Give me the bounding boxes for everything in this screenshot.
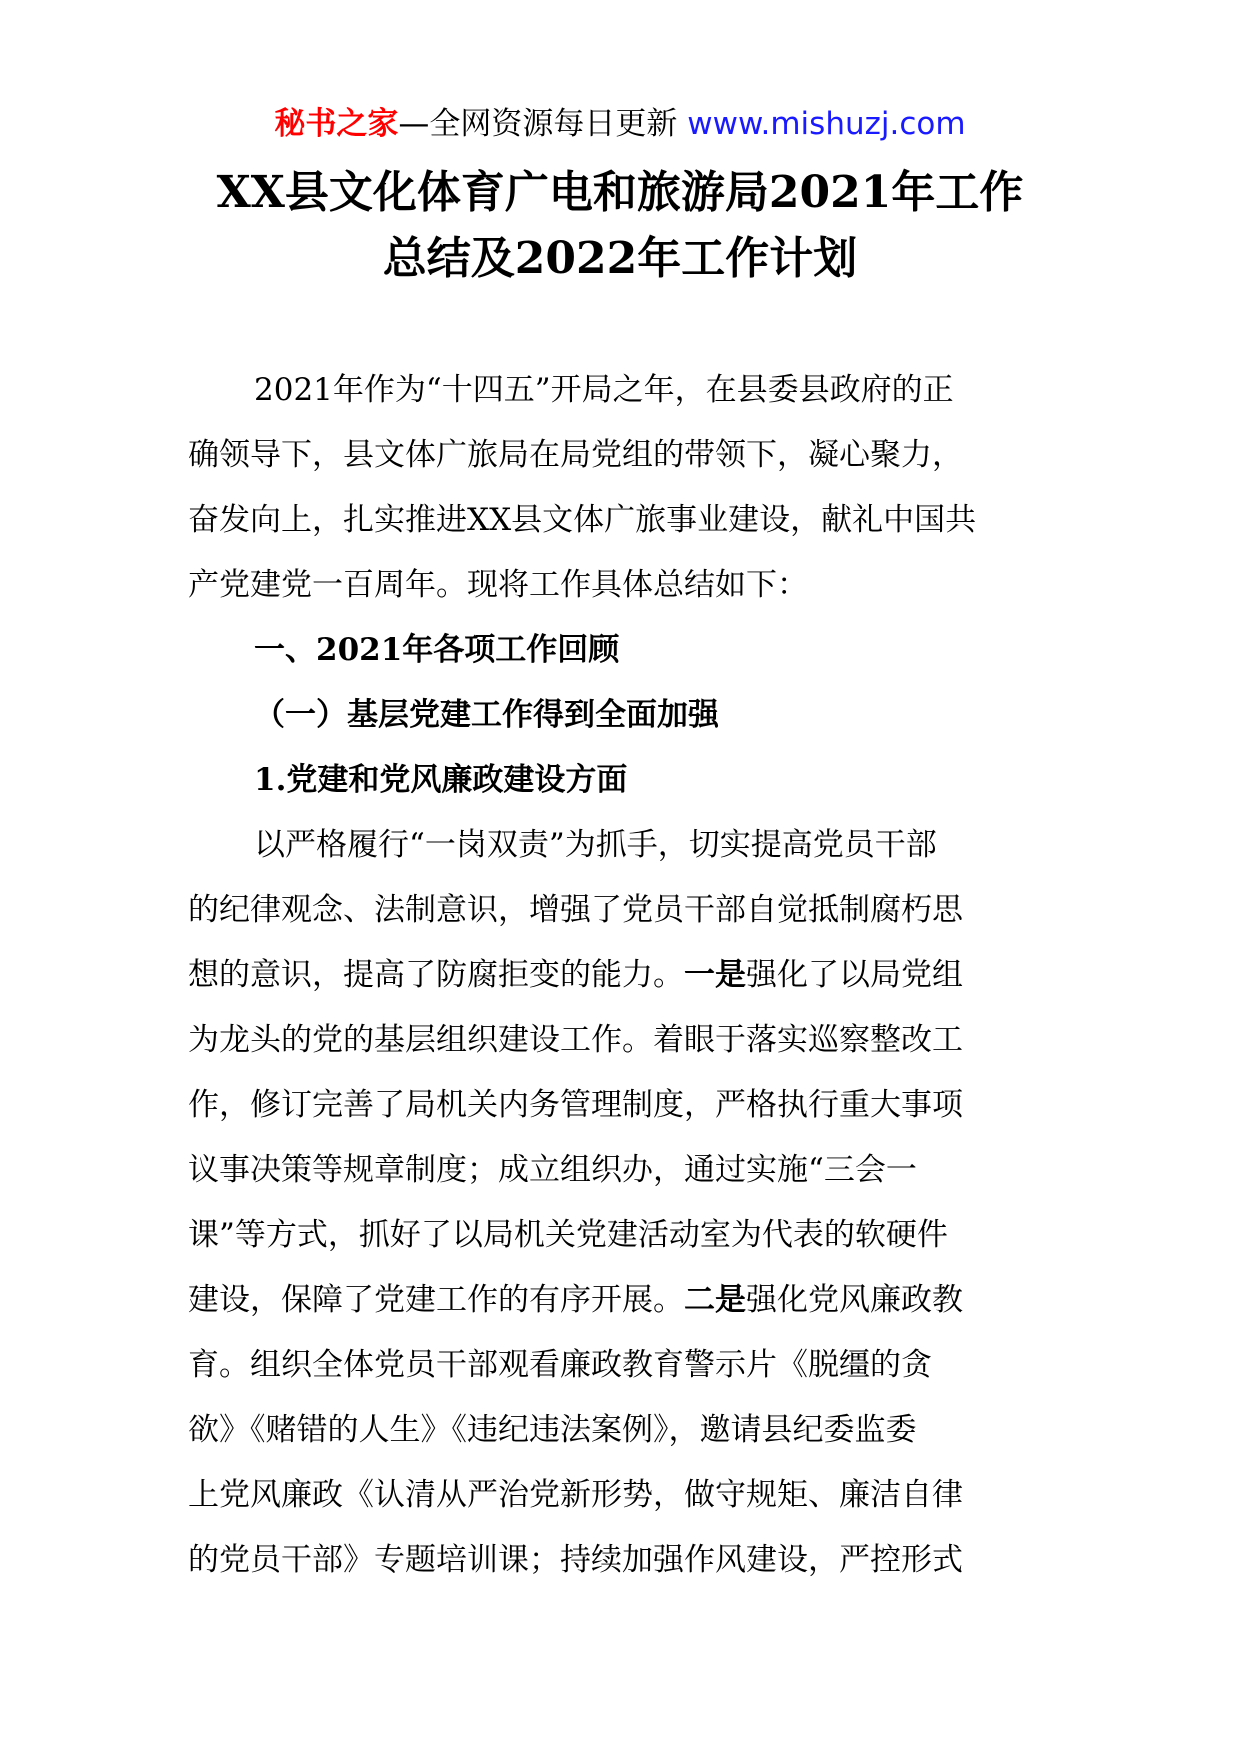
document-title bbox=[150, 160, 1090, 292]
body-line-1: 以严格履行“一岗双责”为抓手，切实提高党员干部 bbox=[254, 827, 937, 863]
body-line-3 bbox=[188, 943, 1058, 1008]
banner-brand: 秘书之家 bbox=[274, 106, 399, 142]
body-line-8-text: 建设，保障了党建工作的有序开展。 bbox=[188, 1282, 684, 1318]
body-line-9: 育。组织全体党员干部观看廉政教育警示片《脱缰的贪 bbox=[188, 1347, 932, 1383]
banner-url-link[interactable]: www.mishuzj.com bbox=[687, 106, 966, 142]
body-line-4: 为龙头的党的基层组织建设工作。着眼于落实巡察整改工 bbox=[188, 1022, 963, 1058]
body-line-5: 作，修订完善了局机关内务管理制度，严格执行重大事项 bbox=[188, 1087, 963, 1123]
section-heading-1: 一、2021年各项工作回顾 bbox=[254, 632, 620, 668]
body-line-10: 欲》《赌错的人生》《违纪违法案例》，邀请县纪委监委 bbox=[188, 1412, 917, 1448]
intro-line-4: 产党建党一百周年。现将工作具体总结如下： bbox=[188, 567, 808, 603]
body-line-8 bbox=[188, 1268, 1058, 1333]
body-line-11: 上党风廉政《认清从严治党新形势，做守规矩、廉洁自律 bbox=[188, 1477, 963, 1513]
intro-line-3: 奋发向上，扎实推进XX县文体广旅事业建设，献礼中国共 bbox=[188, 502, 977, 538]
body-line-7: 课”等方式，抓好了以局机关党建活动室为代表的软硬件 bbox=[188, 1217, 948, 1253]
keyword-first: 一是 bbox=[684, 957, 746, 993]
body-line-3-rest: 强化了以局党组 bbox=[746, 957, 963, 993]
title-line-1: XX县文化体育广电和旅游局2021年工作 bbox=[216, 167, 1024, 218]
title-line-2: 总结及2022年工作计划 bbox=[382, 233, 858, 284]
body-line-8-rest: 强化党风廉政教 bbox=[746, 1282, 963, 1318]
body-line-6: 议事决策等规章制度；成立组织办，通过实施“三会一 bbox=[188, 1152, 917, 1188]
item-heading-1: 1.党建和党风廉政建设方面 bbox=[254, 762, 628, 798]
body-line-3-text: 想的意识，提高了防腐拒变的能力。 bbox=[188, 957, 684, 993]
keyword-second: 二是 bbox=[684, 1282, 746, 1318]
banner-tagline: —全网资源每日更新 bbox=[398, 106, 688, 142]
intro-line-1: 2021年作为“十四五”开局之年，在县委县政府的正 bbox=[254, 372, 954, 408]
site-banner bbox=[0, 100, 1240, 148]
intro-line-2: 确领导下，县文体广旅局在局党组的带领下，凝心聚力， bbox=[188, 437, 963, 473]
body-line-12: 的党员干部》专题培训课；持续加强作风建设，严控形式 bbox=[188, 1542, 963, 1578]
document-body bbox=[188, 358, 1058, 1593]
body-line-2: 的纪律观念、法制意识，增强了党员干部自觉抵制腐朽思 bbox=[188, 892, 963, 928]
subsection-heading-1: （一）基层党建工作得到全面加强 bbox=[254, 697, 719, 733]
